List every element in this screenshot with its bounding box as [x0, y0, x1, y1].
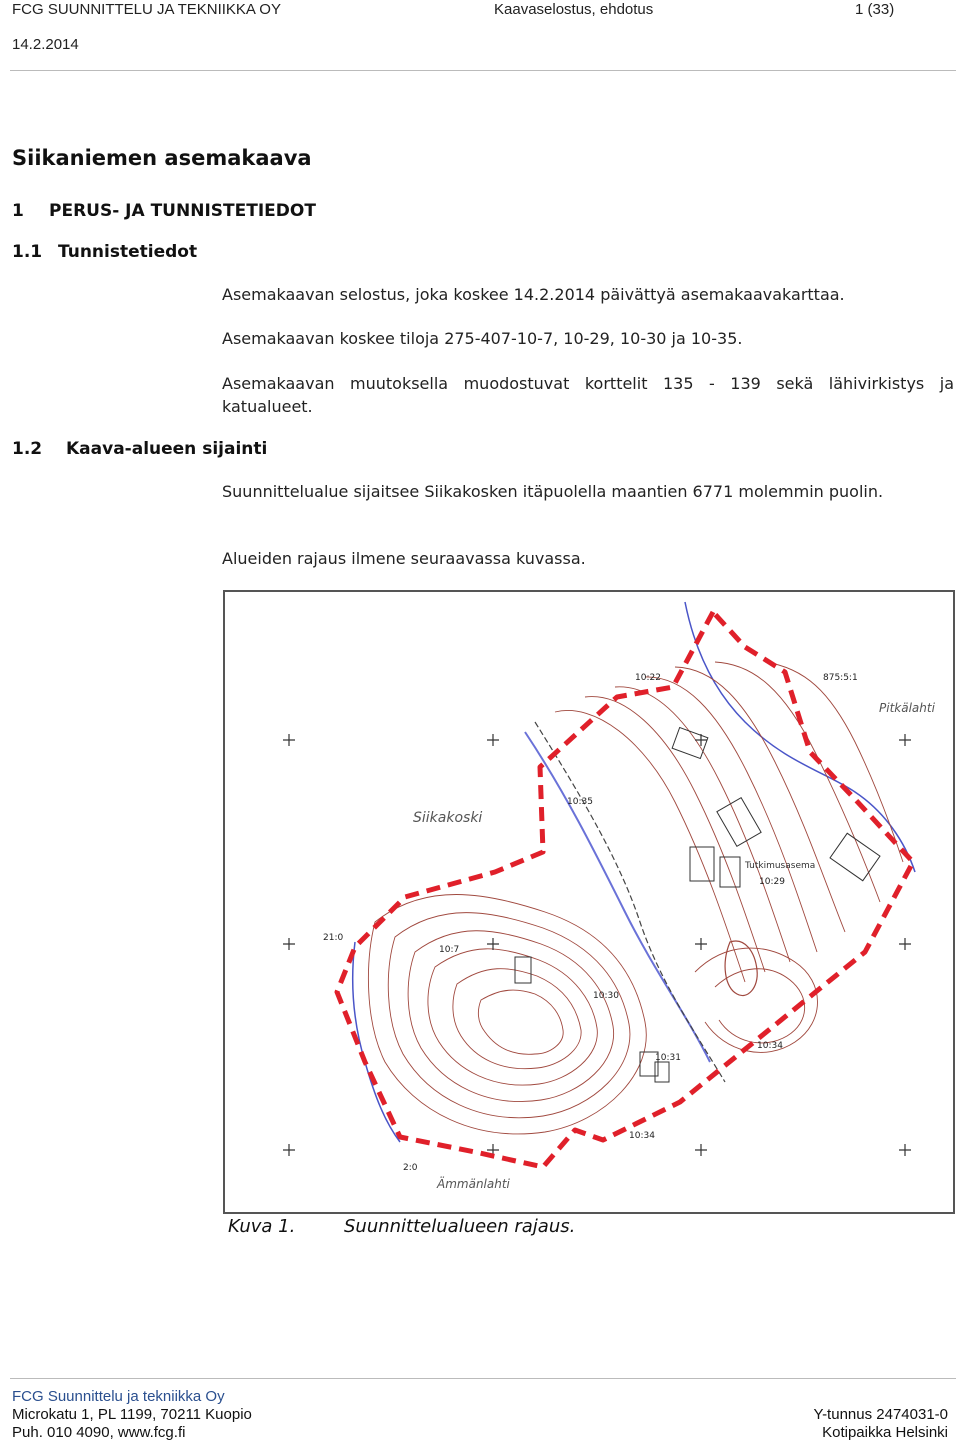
parcel-label: 10:34 [757, 1041, 783, 1051]
paragraph-properties: Asemakaavan koskee tiloja 275-407-10-7, 10-29, 10-30 ja 10-35. [222, 329, 743, 348]
parcel-label: 2:0 [403, 1163, 418, 1173]
map-place-name: Tutkimusasema [745, 861, 816, 871]
section-label: Tunnistetiedot [58, 242, 198, 262]
section-label: PERUS- JA TUNNISTETIEDOT [49, 201, 316, 221]
paragraph-blocks: Asemakaavan muutoksella muodostuvat korttelit 135 - 139 sekä lähivirkistys ja katualueet. [222, 374, 954, 416]
section-number: 1.1 [12, 242, 43, 262]
section-heading-1 [12, 201, 316, 221]
footer-company: FCG Suunnittelu ja tekniikka Oy [12, 1388, 225, 1405]
section-heading-1-1 [12, 242, 197, 262]
section-number: 1.2 [12, 439, 43, 459]
section-label: Kaava-alueen sijainti [66, 439, 268, 459]
footer-contact: Puh. 010 4090, www.fcg.fi [12, 1424, 186, 1441]
plan-boundary [337, 612, 913, 1167]
footer-business-id: Y-tunnus 2474031-0 [813, 1406, 948, 1423]
page-title: Siikaniemen asemakaava [12, 146, 312, 170]
parcel-label: 10:35 [567, 797, 593, 807]
parcel-label: 10:7 [439, 945, 460, 955]
buildings [515, 728, 880, 1082]
plan-area-map [223, 590, 955, 1214]
map-drawing [225, 592, 953, 1212]
parcel-label: 875:5:1 [823, 673, 858, 683]
paragraph-description: Asemakaavan selostus, joka koskee 14.2.2014 päivättyä asemakaavakarttaa. [222, 285, 845, 304]
parcel-label: 10:29 [759, 877, 785, 887]
map-place-name: Pitkälahti [879, 701, 935, 715]
parcel-label: 21:0 [323, 933, 344, 943]
parcel-label: 10:34 [629, 1131, 655, 1141]
parcel-label: 10:30 [593, 991, 619, 1001]
figure-caption-label: Kuva 1. [228, 1216, 296, 1237]
paragraph-location: Suunnittelualue sijaitsee Siikakosken itäpuolella maantien 6771 molemmin puolin. [222, 482, 884, 501]
contour-lines [368, 662, 903, 1134]
footer-domicile: Kotipaikka Helsinki [822, 1424, 948, 1441]
section-heading-1-2 [12, 439, 267, 459]
header-company: FCG SUUNNITTELU JA TEKNIIKKA OY [12, 1, 281, 18]
map-place-name: Siikakoski [413, 810, 483, 826]
header-doc-type: Kaavaselostus, ehdotus [494, 1, 654, 18]
parcel-label: 10:22 [635, 673, 661, 683]
header-divider [10, 70, 956, 71]
footer-divider [10, 1378, 956, 1379]
figure-caption-text: Suunnittelualueen rajaus. [344, 1216, 576, 1237]
parcel-label: 10:31 [655, 1053, 681, 1063]
footer-address: Microkatu 1, PL 1199, 70211 Kuopio [12, 1406, 252, 1423]
shoreline-west [353, 942, 400, 1142]
pond [725, 941, 757, 996]
header-date: 14.2.2014 [12, 36, 79, 53]
section-number: 1 [12, 201, 24, 221]
map-place-name: Ämmänlahti [437, 1177, 510, 1191]
paragraph-map-reference: Alueiden rajaus ilmene seuraavassa kuvassa. [222, 549, 586, 568]
header-page-number: 1 (33) [855, 1, 895, 18]
shoreline-north [685, 602, 915, 872]
